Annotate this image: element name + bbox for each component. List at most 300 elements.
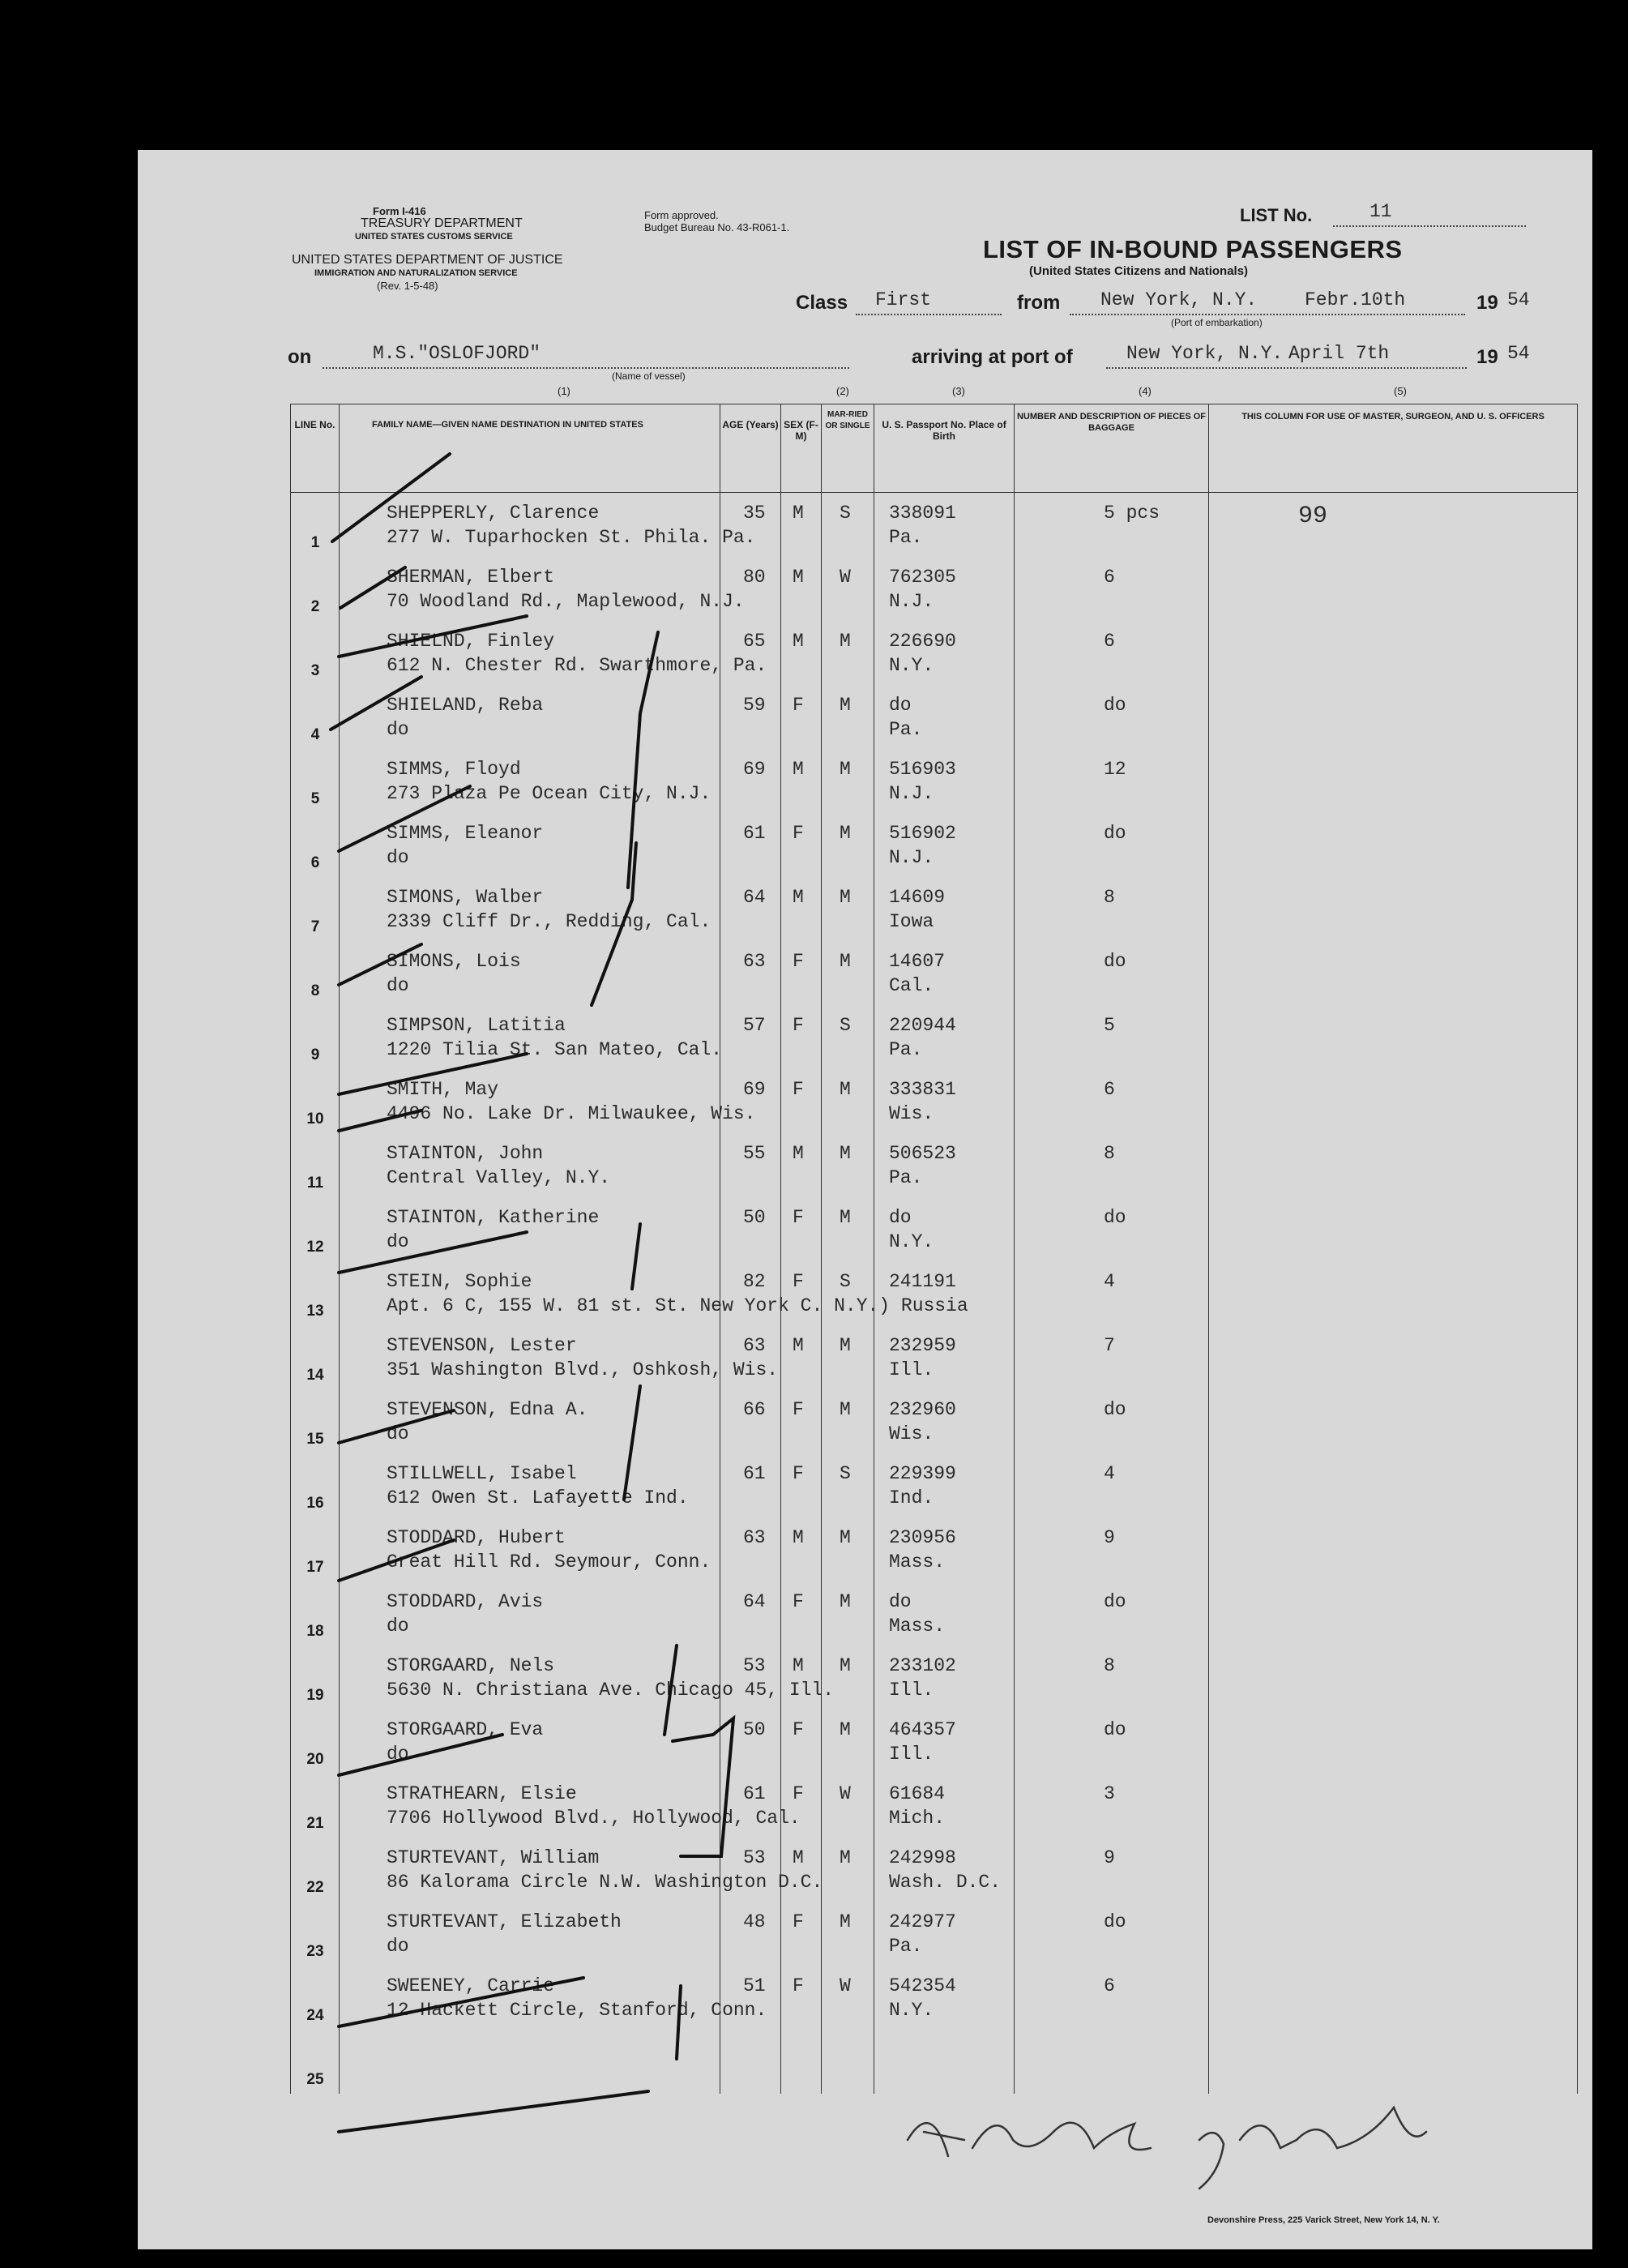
- passenger-name: STILLWELL, Isabel: [387, 1463, 577, 1484]
- passenger-destination: Apt. 6 C, 155 W. 81 st. St. New York C. N.Y.) Russia: [387, 1295, 968, 1316]
- married-cell: [822, 1645, 874, 1710]
- sex-cell: [781, 1774, 822, 1838]
- table-row: [291, 1581, 1578, 1645]
- line-number: 3: [310, 662, 320, 679]
- baggage-cell: [1015, 1325, 1209, 1389]
- married-cell: [822, 1517, 874, 1581]
- name-cell: [340, 1453, 720, 1517]
- passenger-name: STEVENSON, Lester: [387, 1335, 577, 1356]
- sex-cell: [781, 2030, 822, 2094]
- passenger-name: STURTEVANT, William: [387, 1847, 600, 1868]
- passenger-name: STEIN, Sophie: [387, 1271, 532, 1292]
- passenger-age: 50: [743, 1207, 766, 1228]
- passenger-sex: F: [793, 1911, 804, 1932]
- name-cell: [340, 557, 745, 621]
- line-no-cell: [291, 1005, 340, 1069]
- passenger-name: STORGAARD, Eva: [387, 1719, 544, 1740]
- baggage-cell: [1015, 1581, 1209, 1645]
- marital-status: M: [840, 631, 851, 652]
- printer-footer: Devonshire Press, 225 Varick Street, New York 14, N. Y.: [1207, 2215, 1440, 2225]
- line-no-cell: [291, 941, 340, 1005]
- col-name: FAMILY NAME—GIVEN NAME DESTINATION IN UNITED STATES: [340, 404, 720, 493]
- age-cell: [720, 941, 781, 1005]
- baggage-count: 4: [1104, 1463, 1115, 1484]
- baggage-count: 9: [1104, 1527, 1115, 1548]
- passenger-name: STORGAARD, Nels: [387, 1655, 555, 1676]
- line-number: 11: [306, 1175, 324, 1192]
- married-cell: [822, 1133, 874, 1197]
- passenger-sex: F: [793, 1591, 804, 1612]
- passport-cell: [874, 1005, 1015, 1069]
- passport-cell: [874, 1069, 1015, 1133]
- married-cell: [822, 1069, 874, 1133]
- baggage-cell: [1015, 1005, 1209, 1069]
- sex-cell: [781, 941, 822, 1005]
- customs-service: UNITED STATES CUSTOMS SERVICE: [355, 232, 513, 242]
- passenger-sex: M: [793, 631, 804, 652]
- line-number: 13: [306, 1303, 324, 1320]
- place-of-birth: Pa.: [889, 719, 923, 740]
- passenger-name: SHERMAN, Elbert: [387, 567, 555, 588]
- passport-number: 333831: [889, 1079, 956, 1100]
- line-no-cell: [291, 1325, 340, 1389]
- age-cell: [720, 877, 781, 941]
- age-cell: [720, 1966, 781, 2030]
- passenger-table: [290, 404, 1578, 2094]
- marital-status: S: [840, 503, 851, 524]
- passenger-age: 51: [743, 1975, 766, 1996]
- passenger-age: 35: [743, 503, 766, 524]
- passenger-name: STAINTON, Katherine: [387, 1207, 600, 1228]
- line-no-cell: [291, 1838, 340, 1902]
- age-cell: [720, 1517, 781, 1581]
- age-cell: [720, 1710, 781, 1774]
- baggage-cell: [1015, 1197, 1209, 1261]
- passport-cell: [874, 1197, 1015, 1261]
- from-port: New York, N.Y.: [1100, 289, 1258, 310]
- place-of-birth: Ill.: [889, 1359, 934, 1380]
- passenger-name: SHIELND, Finley: [387, 631, 555, 652]
- passport-cell: [874, 877, 1015, 941]
- passport-number: 232959: [889, 1335, 956, 1356]
- passenger-age: 50: [743, 1719, 766, 1740]
- place-of-birth: Pa.: [889, 1167, 923, 1188]
- passenger-sex: F: [793, 1783, 804, 1804]
- passenger-destination: 273 Plaza Pe Ocean City, N.J.: [387, 783, 711, 804]
- place-of-birth: N.Y.: [889, 2000, 934, 2021]
- baggage-cell: [1015, 1517, 1209, 1581]
- baggage-count: do: [1104, 951, 1126, 972]
- passport-number: 230956: [889, 1527, 956, 1548]
- marital-status: M: [840, 1079, 851, 1100]
- passenger-destination: Central Valley, N.Y.: [387, 1167, 611, 1188]
- married-cell: [822, 1581, 874, 1645]
- passport-number: 232960: [889, 1399, 956, 1420]
- passenger-name: SIMPSON, Latitia: [387, 1015, 566, 1036]
- arrive-year: 54: [1507, 343, 1530, 364]
- sex-cell: [781, 493, 822, 558]
- married-cell: [822, 1261, 874, 1325]
- baggage-cell: [1015, 1774, 1209, 1838]
- table-row: [291, 1710, 1578, 1774]
- line-no-cell: [291, 1197, 340, 1261]
- passenger-destination: do: [387, 1936, 409, 1957]
- column-number: (3): [952, 385, 965, 397]
- arrive-year-prefix: 19: [1476, 346, 1498, 368]
- table-row: [291, 1197, 1578, 1261]
- sex-cell: [781, 557, 822, 621]
- form-number: Form I-416: [373, 205, 426, 217]
- table-row: [291, 1453, 1578, 1517]
- passenger-name: SHIELAND, Reba: [387, 695, 544, 716]
- age-cell: [720, 1774, 781, 1838]
- passenger-name: STURTEVANT, Elizabeth: [387, 1911, 622, 1932]
- sex-cell: [781, 1133, 822, 1197]
- table-row: [291, 941, 1578, 1005]
- sex-cell: [781, 1966, 822, 2030]
- baggage-count: 6: [1104, 1975, 1115, 1996]
- officers-cell: [1209, 1710, 1578, 1774]
- sex-cell: [781, 1517, 822, 1581]
- name-cell: [340, 1581, 720, 1645]
- officers-cell: [1209, 877, 1578, 941]
- officers-cell: [1209, 557, 1578, 621]
- age-cell: [720, 493, 781, 558]
- married-cell: [822, 1966, 874, 2030]
- married-cell: [822, 749, 874, 813]
- baggage-count: 3: [1104, 1783, 1115, 1804]
- col-officers: THIS COLUMN FOR USE OF MASTER, SURGEON, AND U. S. OFFICERS: [1209, 404, 1578, 493]
- passport-number: 14607: [889, 951, 946, 972]
- marital-status: M: [840, 1143, 851, 1164]
- place-of-birth: Wis.: [889, 1423, 934, 1444]
- line-number: 1: [310, 534, 320, 551]
- passenger-sex: F: [793, 695, 804, 716]
- line-number: 5: [310, 790, 320, 807]
- baggage-cell: [1015, 1902, 1209, 1966]
- age-cell: [720, 2030, 781, 2094]
- passenger-age: 53: [743, 1655, 766, 1676]
- officers-cell: [1209, 2030, 1578, 2094]
- passenger-destination: 5630 N. Christiana Ave. Chicago 45, Ill.: [387, 1680, 835, 1701]
- passenger-name: SIMONS, Lois: [387, 951, 521, 972]
- baggage-count: do: [1104, 695, 1126, 716]
- marital-status: M: [840, 951, 851, 972]
- table-row: [291, 2030, 1578, 2094]
- officers-cell: [1209, 1966, 1578, 2030]
- passenger-sex: F: [793, 1463, 804, 1484]
- passport-cell: [874, 1325, 1015, 1389]
- married-cell: [822, 1325, 874, 1389]
- sex-cell: [781, 1838, 822, 1902]
- passport-number: 14609: [889, 887, 946, 908]
- line-no-cell: [291, 621, 340, 685]
- passenger-name: SWEENEY, Carrie: [387, 1975, 555, 1996]
- age-cell: [720, 621, 781, 685]
- line-no-cell: [291, 1069, 340, 1133]
- on-label: on: [288, 346, 312, 368]
- age-cell: [720, 1453, 781, 1517]
- married-cell: [822, 877, 874, 941]
- married-cell: [822, 1389, 874, 1453]
- line-number: 21: [306, 1815, 324, 1832]
- name-cell: [340, 2030, 720, 2094]
- sex-cell: [781, 1581, 822, 1645]
- married-cell: [822, 1197, 874, 1261]
- passport-cell: [874, 749, 1015, 813]
- officers-cell: [1209, 1133, 1578, 1197]
- form-approved: Form approved.: [644, 209, 719, 221]
- from-line: [1070, 314, 1465, 315]
- place-of-birth: Ill.: [889, 1744, 934, 1765]
- officers-cell: [1209, 1838, 1578, 1902]
- officers-cell: [1209, 749, 1578, 813]
- passenger-age: 65: [743, 631, 766, 652]
- place-of-birth: Iowa: [889, 911, 934, 932]
- passenger-destination: 86 Kalorama Circle N.W. Washington D.C.: [387, 1872, 823, 1893]
- passenger-age: 48: [743, 1911, 766, 1932]
- married-cell: [822, 1710, 874, 1774]
- officer-note: 99: [1298, 503, 1328, 530]
- line-no-cell: [291, 1966, 340, 2030]
- passport-number: 229399: [889, 1463, 956, 1484]
- passenger-sex: F: [793, 1719, 804, 1740]
- place-of-birth: Pa.: [889, 527, 923, 548]
- column-number: (1): [558, 385, 570, 397]
- passport-number: 506523: [889, 1143, 956, 1164]
- column-number: (4): [1139, 385, 1152, 397]
- name-cell: [340, 1005, 723, 1069]
- baggage-cell: [1015, 1261, 1209, 1325]
- table-row: [291, 493, 1578, 558]
- passenger-sex: M: [793, 887, 804, 908]
- name-cell: [340, 1902, 720, 1966]
- baggage-count: 12: [1104, 759, 1126, 780]
- married-cell: [822, 557, 874, 621]
- sex-cell: [781, 1389, 822, 1453]
- budget-bureau: Budget Bureau No. 43-R061-1.: [644, 221, 790, 233]
- passenger-sex: M: [793, 1655, 804, 1676]
- passenger-destination: 4496 No. Lake Dr. Milwaukee, Wis.: [387, 1103, 756, 1124]
- baggage-cell: [1015, 1838, 1209, 1902]
- passport-cell: [874, 1261, 1015, 1325]
- place-of-birth: N.J.: [889, 783, 934, 804]
- passenger-sex: F: [793, 823, 804, 844]
- form-revision: (Rev. 1-5-48): [377, 280, 438, 292]
- arriving-label: arriving at port of: [912, 346, 1073, 368]
- line-no-cell: [291, 557, 340, 621]
- table-row: [291, 1902, 1578, 1966]
- name-cell: [340, 749, 720, 813]
- table-row: [291, 621, 1578, 685]
- passport-cell: [874, 2030, 1015, 2094]
- marital-status: M: [840, 1591, 851, 1612]
- age-cell: [720, 1902, 781, 1966]
- baggage-cell: [1015, 1389, 1209, 1453]
- sex-cell: [781, 749, 822, 813]
- col-line-no: LINE No.: [291, 404, 340, 493]
- baggage-cell: [1015, 2030, 1209, 2094]
- passenger-name: SIMONS, Walber: [387, 887, 544, 908]
- officers-cell: [1209, 1069, 1578, 1133]
- line-no-cell: [291, 1517, 340, 1581]
- col-passport: U. S. Passport No. Place of Birth: [874, 404, 1015, 493]
- married-cell: [822, 1902, 874, 1966]
- from-date: Febr.10th: [1305, 289, 1406, 310]
- passport-cell: [874, 1389, 1015, 1453]
- line-no-cell: [291, 877, 340, 941]
- passport-number: 464357: [889, 1719, 956, 1740]
- officers-cell: [1209, 1453, 1578, 1517]
- baggage-count: do: [1104, 1591, 1126, 1612]
- passenger-destination: 277 W. Tuparhocken St. Phila. Pa.: [387, 527, 756, 548]
- marital-status: M: [840, 1847, 851, 1868]
- baggage-count: 6: [1104, 631, 1115, 652]
- marital-status: M: [840, 1655, 851, 1676]
- vessel-line: [323, 367, 849, 369]
- passenger-sex: M: [793, 759, 804, 780]
- table-row: [291, 685, 1578, 749]
- passport-number: 338091: [889, 503, 956, 524]
- baggage-count: 8: [1104, 1143, 1115, 1164]
- passenger-destination: 351 Washington Blvd., Oshkosh, Wis.: [387, 1359, 779, 1380]
- baggage-count: 4: [1104, 1271, 1115, 1292]
- married-cell: [822, 2030, 874, 2094]
- passport-cell: [874, 557, 1015, 621]
- passport-cell: [874, 1838, 1015, 1902]
- passenger-destination: 612 N. Chester Rd. Swarthmore, Pa.: [387, 655, 767, 676]
- baggage-cell: [1015, 1710, 1209, 1774]
- passport-cell: [874, 621, 1015, 685]
- baggage-cell: [1015, 685, 1209, 749]
- passenger-age: 82: [743, 1271, 766, 1292]
- passenger-destination: Great Hill Rd. Seymour, Conn.: [387, 1551, 711, 1573]
- sex-cell: [781, 1710, 822, 1774]
- baggage-count: 6: [1104, 567, 1115, 588]
- from-year: 54: [1507, 289, 1530, 310]
- table-row: [291, 1838, 1578, 1902]
- from-year-prefix: 19: [1476, 292, 1498, 314]
- passenger-destination: do: [387, 719, 409, 740]
- age-cell: [720, 1389, 781, 1453]
- marital-status: W: [840, 1975, 851, 1996]
- officers-cell: [1209, 1325, 1578, 1389]
- officers-cell: [1209, 1389, 1578, 1453]
- baggage-cell: [1015, 1069, 1209, 1133]
- place-of-birth: N.J.: [889, 591, 934, 612]
- married-cell: [822, 941, 874, 1005]
- from-label: from: [1017, 292, 1061, 314]
- passenger-sex: M: [793, 503, 804, 524]
- passenger-name: STODDARD, Avis: [387, 1591, 544, 1612]
- passport-cell: [874, 1517, 1015, 1581]
- table-row: [291, 1645, 1578, 1710]
- line-number: 15: [306, 1431, 324, 1448]
- line-number: 7: [310, 918, 320, 935]
- passport-number: 242998: [889, 1847, 956, 1868]
- line-number: 2: [310, 598, 320, 615]
- passenger-name: SHEPPERLY, Clarence: [387, 503, 600, 524]
- passenger-name: STAINTON, John: [387, 1143, 544, 1164]
- passport-number: 241191: [889, 1271, 956, 1292]
- name-cell: [340, 1710, 720, 1774]
- baggage-cell: [1015, 941, 1209, 1005]
- age-cell: [720, 1197, 781, 1261]
- sex-cell: [781, 621, 822, 685]
- passenger-destination: 70 Woodland Rd., Maplewood, N.J.: [387, 591, 745, 612]
- officers-cell: [1209, 493, 1578, 558]
- baggage-count: 8: [1104, 1655, 1115, 1676]
- line-number: 23: [306, 1943, 324, 1960]
- officers-cell: [1209, 1261, 1578, 1325]
- passenger-age: 64: [743, 887, 766, 908]
- passport-number: 220944: [889, 1015, 956, 1036]
- table-row: [291, 1517, 1578, 1581]
- passenger-sex: F: [793, 1975, 804, 1996]
- marital-status: S: [840, 1463, 851, 1484]
- sex-cell: [781, 877, 822, 941]
- vessel-note: (Name of vessel): [612, 370, 686, 382]
- age-cell: [720, 1069, 781, 1133]
- baggage-cell: [1015, 1966, 1209, 2030]
- passport-number: 762305: [889, 567, 956, 588]
- baggage-cell: [1015, 877, 1209, 941]
- age-cell: [720, 1581, 781, 1645]
- place-of-birth: Ind.: [889, 1487, 934, 1508]
- place-of-birth: Ill.: [889, 1680, 934, 1701]
- line-no-cell: [291, 749, 340, 813]
- baggage-cell: [1015, 749, 1209, 813]
- table-row: [291, 1069, 1578, 1133]
- passport-cell: [874, 813, 1015, 877]
- passenger-destination: do: [387, 1231, 409, 1252]
- marital-status: W: [840, 1783, 851, 1804]
- married-cell: [822, 493, 874, 558]
- passenger-destination: 2339 Cliff Dr., Redding, Cal.: [387, 911, 711, 932]
- passport-number: 516903: [889, 759, 956, 780]
- passport-cell: [874, 941, 1015, 1005]
- col-age: AGE (Years): [720, 404, 781, 493]
- line-no-cell: [291, 1389, 340, 1453]
- marital-status: M: [840, 1911, 851, 1932]
- place-of-birth: N.Y.: [889, 655, 934, 676]
- passenger-age: 69: [743, 759, 766, 780]
- married-cell: [822, 1838, 874, 1902]
- marital-status: M: [840, 1335, 851, 1356]
- baggage-cell: [1015, 493, 1209, 558]
- passenger-sex: F: [793, 951, 804, 972]
- line-no-cell: [291, 1710, 340, 1774]
- age-cell: [720, 749, 781, 813]
- passenger-destination: do: [387, 1615, 409, 1637]
- page-title: LIST OF IN-BOUND PASSENGERS: [983, 235, 1403, 263]
- place-of-birth: Wash. D.C.: [889, 1872, 1002, 1893]
- officers-cell: [1209, 941, 1578, 1005]
- baggage-count: do: [1104, 1719, 1126, 1740]
- age-cell: [720, 1325, 781, 1389]
- line-no-cell: [291, 813, 340, 877]
- line-no-cell: [291, 2030, 340, 2094]
- table-row: [291, 1389, 1578, 1453]
- table-row: [291, 1325, 1578, 1389]
- line-no-cell: [291, 1902, 340, 1966]
- line-no-cell: [291, 493, 340, 558]
- marital-status: W: [840, 567, 851, 588]
- baggage-cell: [1015, 557, 1209, 621]
- list-number: 11: [1369, 201, 1392, 222]
- list-number-line: [1333, 225, 1526, 227]
- line-number: 16: [306, 1495, 324, 1512]
